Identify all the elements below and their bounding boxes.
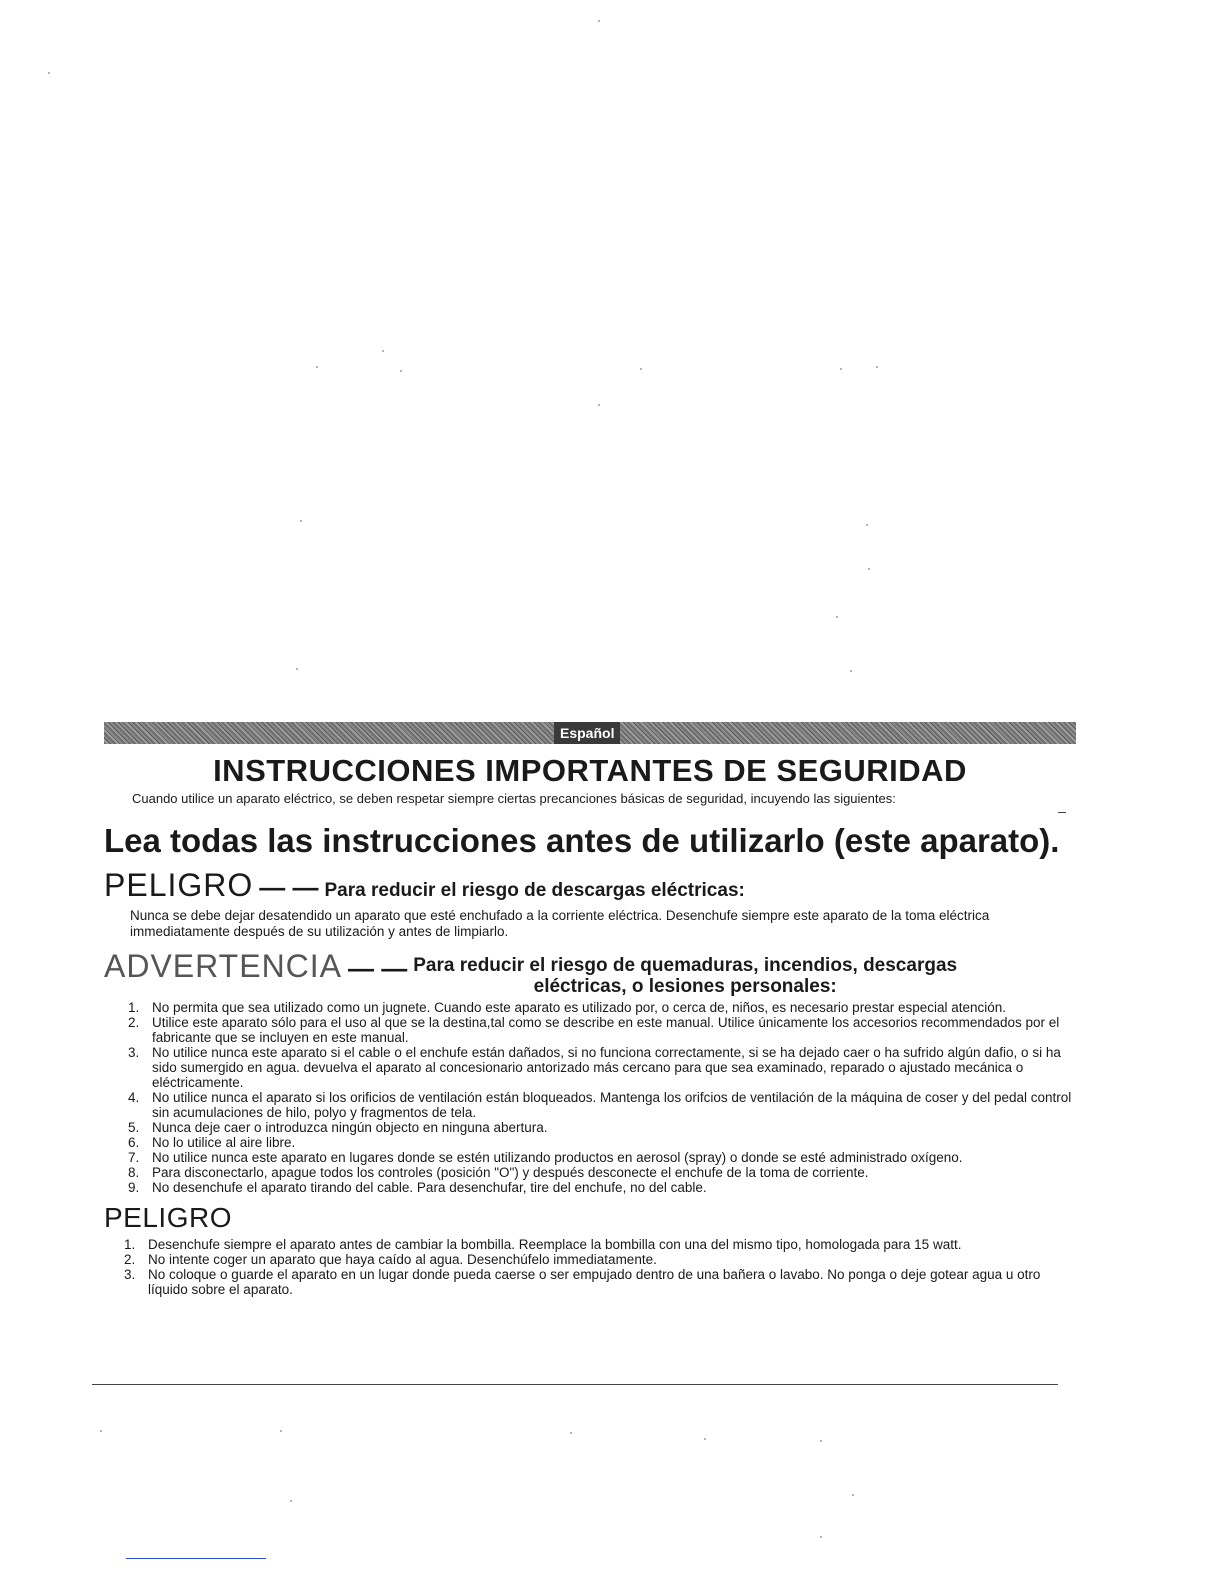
- advertencia-subtitle: Para reducir el riesgo de quemaduras, incendios, descargas eléctricas, o lesiones personales:: [413, 955, 958, 997]
- list-item: 1. No permita que sea utilizado como un jugnete. Cuando este aparato es utilizado por, o cerca de, niños, es necesario prestar especial atención.: [128, 1000, 1007, 1015]
- list-item: 4. No utilice nunca el aparato si los orificios de ventilación están bloqueados. Mantenga los orifcios de ventilación de la máquina de coser y del pedal control sin acumulaciones de hilo, polyo y fragmentos de tela.: [128, 1090, 1072, 1120]
- advertencia-word: ADVERTENCIA: [104, 948, 343, 984]
- heading-dash: — —: [259, 872, 319, 902]
- peligro-2-heading: PELIGRO: [104, 1202, 232, 1233]
- list-item: 9. No desenchufe el aparato tirando del cable. Para desenchufar, tire del enchufe, no del cable.: [128, 1180, 707, 1195]
- peligro-word: PELIGRO: [104, 867, 254, 903]
- safety-instructions-section: [104, 722, 1076, 1297]
- list-item: 2. Utilice este aparato sólo para el uso al que se la destina,tal como se describe en este manual. Utilice únicamente los accesorios recommendados por el fabricante que se incluyen en este manual.: [128, 1015, 1060, 1045]
- peligro-2-list: [104, 1237, 1076, 1297]
- intro-text: Cuando utilice un aparato eléctrico, se deben respetar siempre ciertas precanciones básicas de seguridad, incuyendo las siguientes:: [132, 791, 896, 806]
- language-label: Español: [554, 722, 620, 744]
- list-item: 5. Nunca deje caer o introduzca ningún objecto en ninguna abertura.: [128, 1120, 548, 1135]
- list-item: 7. No utilice nunca este aparato en lugares donde se estén utilizando productos en aerosol (spray) o donde se esté administrado oxígeno.: [128, 1150, 963, 1165]
- list-item: 8. Para disconectarlo, apague todos los controles (posición "O") y después desconecte el enchufe de la toma de corriente.: [128, 1165, 869, 1180]
- peligro-subtitle: Para reducir el riesgo de descargas eléctricas:: [324, 880, 745, 901]
- peligro-text: Nunca se debe dejar desatendido un aparato que esté enchufado a la corriente eléctrica. Desenchufe siempre este aparato de la toma eléctrica immediatamente después de su utilización y antes de limpiarlo.: [130, 908, 990, 939]
- list-item: 3. No coloque o guarde el aparato en un lugar donde pueda caerse o ser empujado dentro de una bañera o lavabo. No ponga o deje gotear agua u otro líquido sobre el aparato.: [124, 1267, 1041, 1297]
- advertencia-heading: [104, 950, 1076, 998]
- list-item: 2. No intente coger un aparato que haya caído al agua. Desenchúfelo immediatamente.: [124, 1252, 657, 1267]
- list-item: 3. No utilice nunca este aparato si el cable o el enchufe están dañados, si no funciona correctamente, si se ha dejado caer o ha sufrido algún dafio, o si ha sido sumergido en agua. devuelva el aparato al concesionario antorizado más cercano para que sea examinado, reparado o ajustado mecánica o eléctricamente.: [128, 1045, 1061, 1090]
- advertencia-list: [104, 1000, 1076, 1195]
- list-item: 6. No lo utilice al aire libre.: [128, 1135, 296, 1150]
- list-item: 1. Desenchufe siempre el aparato antes de cambiar la bombilla. Reemplace la bombilla con una del mismo tipo, homologada para 15 watt.: [124, 1237, 962, 1252]
- page-title: INSTRUCCIONES IMPORTANTES DE SEGURIDAD: [213, 753, 967, 788]
- bottom-divider: [92, 1384, 1058, 1385]
- blue-underline: [126, 1558, 266, 1559]
- language-bar: [104, 722, 1076, 744]
- heading-dash: — —: [348, 953, 408, 983]
- read-instructions-heading: Lea todas las instrucciones antes de utilizarlo (este aparato).: [104, 822, 1060, 859]
- peligro-heading: [104, 869, 1076, 908]
